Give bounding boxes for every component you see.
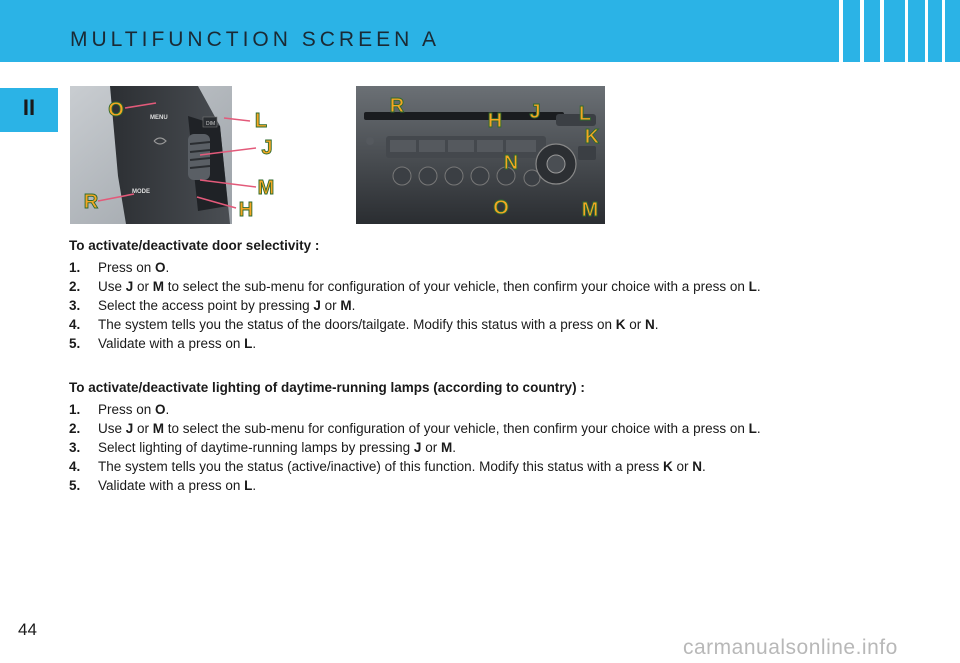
step-list [69, 401, 895, 494]
step-text: Press on [98, 402, 156, 417]
section-heading: To activate/deactivate lighting of daytime-running lamps (according to country) : [69, 380, 585, 395]
callout-m-icon [578, 199, 602, 224]
step-text: Press on [98, 260, 156, 275]
callout-letter: K [584, 126, 600, 146]
page-number: 44 [18, 620, 37, 639]
step-item [69, 439, 895, 456]
step-text: or [421, 440, 441, 455]
menu-label: MENU [150, 115, 168, 121]
callout-letter: J [261, 137, 273, 157]
button-key: K [662, 459, 673, 474]
watermark: carmanualsonline.info [683, 636, 898, 659]
step-text: . [756, 279, 761, 294]
button-key: M [152, 279, 165, 294]
mode-label: MODE [132, 189, 150, 195]
callout-m-icon [254, 177, 278, 202]
step-text: . [654, 317, 659, 332]
callout-k-icon [581, 126, 603, 151]
step-text: . [165, 260, 170, 275]
page-title: MULTIFUNCTION SCREEN A [70, 28, 440, 51]
step-text: Validate with a press on [98, 478, 245, 493]
step-text: or [133, 279, 153, 294]
button-key: J [125, 279, 134, 294]
step-number: 4. [69, 459, 81, 474]
step-text: or [672, 459, 693, 474]
button-key: J [125, 421, 134, 436]
section-heading: To activate/deactivate door selectivity : [69, 238, 320, 253]
callout-h-icon [484, 110, 506, 135]
callout-letter: M [581, 199, 599, 219]
callout-letter: H [238, 199, 254, 219]
header-stripe [880, 0, 884, 62]
callout-letter: O [108, 99, 124, 119]
button-key: M [152, 421, 165, 436]
step-text: The system tells you the status (active/inactive) of this function. Modify this status with a press [98, 459, 663, 474]
callout-h-icon [235, 199, 257, 224]
step-number: 3. [69, 440, 81, 455]
step-number: 1. [69, 402, 81, 417]
step-text: or [625, 317, 646, 332]
step-number: 2. [69, 421, 81, 436]
step-number: 1. [69, 260, 81, 275]
header-stripe [905, 0, 908, 62]
button-key: O [155, 260, 166, 275]
callout-o-icon [105, 99, 127, 124]
step-text: Validate with a press on [98, 336, 245, 351]
step-text: Select lighting of daytime-running lamps by pressing [98, 440, 414, 455]
step-item [69, 477, 895, 494]
door-selectivity-section [69, 237, 895, 354]
callout-letter: O [493, 197, 509, 217]
button-key: L [244, 478, 253, 493]
callout-letter: R [83, 191, 99, 211]
button-key: J [413, 440, 422, 455]
button-key: L [748, 421, 757, 436]
step-item [69, 259, 895, 276]
header-stripe [839, 0, 843, 62]
step-text: . [351, 298, 356, 313]
daytime-lamps-section [69, 379, 895, 496]
callout-r-icon [80, 191, 102, 216]
button-key: O [155, 402, 166, 417]
callout-letter: R [389, 95, 405, 115]
button-key: L [244, 336, 253, 351]
step-text: . [702, 459, 706, 474]
header-stripe [925, 0, 928, 62]
step-text: Use [98, 279, 126, 294]
callout-letter: M [257, 177, 275, 197]
callout-o-icon [489, 197, 513, 222]
button-key: M [340, 298, 352, 313]
step-text: . [165, 402, 170, 417]
step-item [69, 316, 895, 333]
step-text: Use [98, 421, 126, 436]
step-text: The system tells you the status of the doors/tailgate. Modify this status with a press on [98, 317, 616, 332]
button-key: N [692, 459, 702, 474]
step-number: 2. [69, 279, 81, 294]
callout-letter: N [503, 152, 519, 172]
step-text: . [252, 478, 257, 493]
step-item [69, 420, 895, 437]
step-text: . [756, 421, 761, 436]
header-stripe [942, 0, 945, 62]
callout-j-icon [256, 137, 278, 162]
button-key: L [748, 279, 757, 294]
step-text: Select the access point by pressing [98, 298, 314, 313]
chapter-label: II [22, 95, 36, 120]
step-item [69, 297, 895, 314]
dim-label: DIM [206, 121, 216, 127]
callout-n-icon [500, 152, 522, 177]
step-item [69, 335, 895, 352]
callout-j-icon [524, 101, 546, 126]
callout-letter: L [254, 110, 268, 130]
callout-l-icon [574, 103, 596, 128]
step-item [69, 278, 895, 295]
step-text: . [252, 336, 257, 351]
step-number: 5. [69, 336, 81, 351]
step-list [69, 259, 895, 352]
button-key: K [615, 317, 626, 332]
callout-letter: L [578, 103, 592, 123]
step-number: 4. [69, 317, 81, 332]
step-number: 3. [69, 298, 81, 313]
step-text: . [452, 440, 456, 455]
step-text: or [320, 298, 341, 313]
button-key: N [645, 317, 655, 332]
step-item [69, 401, 895, 418]
callout-letter: J [529, 101, 541, 121]
button-key: J [313, 298, 321, 313]
step-item [69, 458, 895, 475]
callout-letter: H [487, 110, 503, 130]
callout-l-icon [250, 110, 272, 135]
step-number: 5. [69, 478, 81, 493]
step-text: or [133, 421, 153, 436]
header-stripe [860, 0, 864, 62]
step-text: to select the sub-menu for configuration of your vehicle, then confirm your choice with a press on [164, 421, 749, 436]
callout-r-icon [386, 95, 408, 120]
step-text: to select the sub-menu for configuration of your vehicle, then confirm your choice with a press on [164, 279, 749, 294]
button-key: M [440, 440, 453, 455]
